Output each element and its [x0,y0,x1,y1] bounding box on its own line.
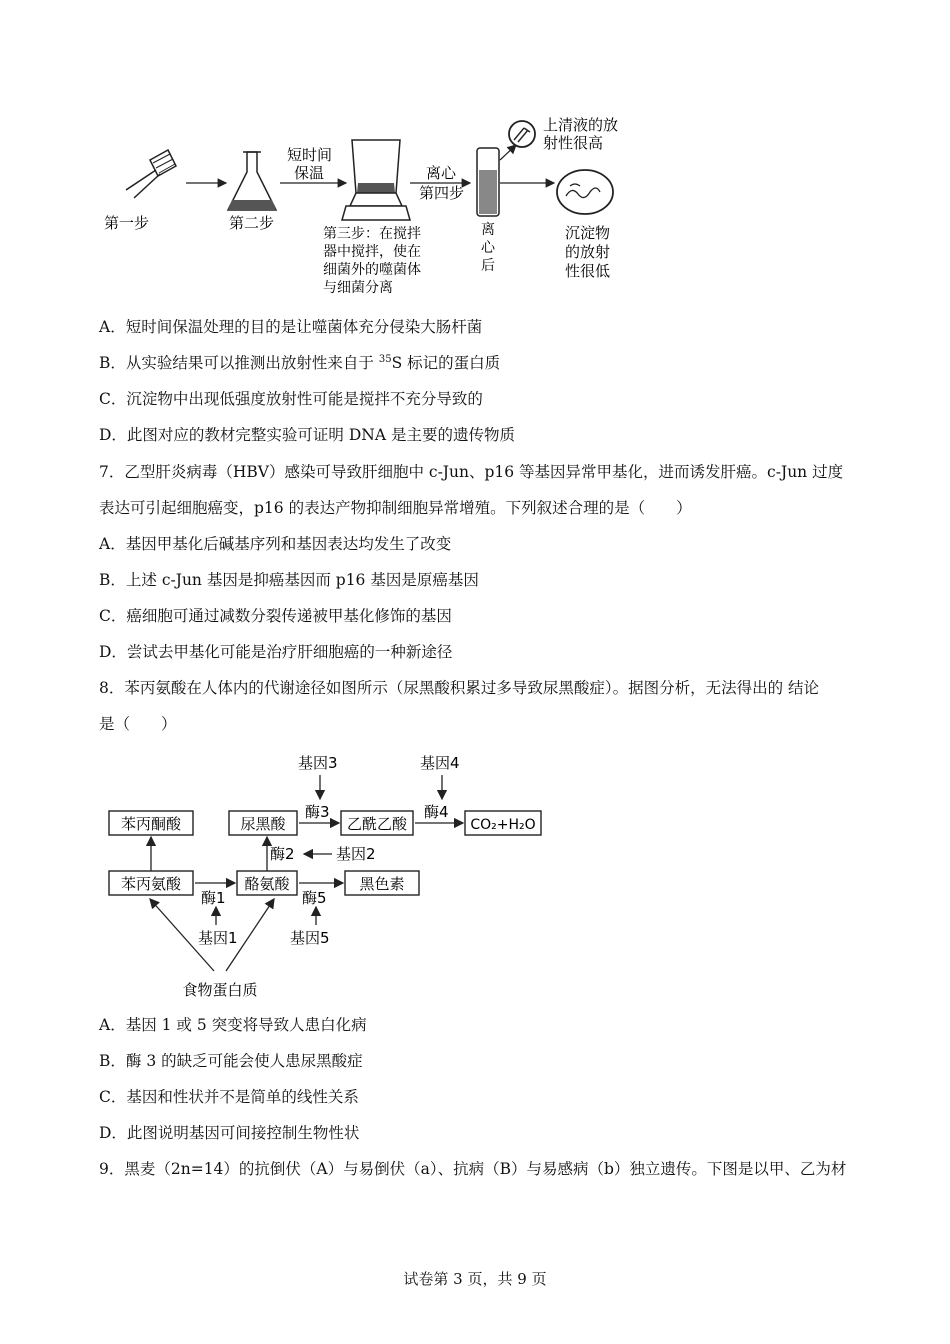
enzyme3-label: 酶3 [305,803,330,821]
after-centrifuge-2: 心 [481,240,495,256]
q6-option-b: B．从实验结果可以推测出放射性来自于 $^{35}$S 标记的蛋白质 [99,353,501,372]
metabolism-pathway-diagram [0,745,950,1025]
enzyme4-label: 酶4 [424,803,449,821]
step3-label-4: 与细菌分离 [323,280,393,296]
q6-option-c: C．沉淀物中出现低强度放射性可能是搅拌不充分导致的 [99,390,483,408]
q8-stem-line1: 8．苯丙氨酸在人体内的代谢途径如图所示（尿黑酸积累过多导致尿黑酸症）。据图分析，无法得出的 结论 [99,679,820,697]
phage-icon [126,150,176,198]
q7-stem-line2: 表达可引起细胞癌变，p16 的表达产物抑制细胞异常增殖。下列叙述合理的是（ ） [99,499,692,517]
gene2-label: 基因2 [336,845,376,863]
q8-option-c: C．基因和性状并不是简单的线性关系 [99,1088,359,1106]
q6-option-d: D．此图对应的教材完整实验可证明 DNA 是主要的遗传物质 [99,426,515,444]
step3-label-3: 细菌外的噬菌体 [323,262,421,278]
homogentisate-label: 尿黑酸 [240,815,286,833]
gene3-label: 基因3 [298,754,338,772]
gene1-label: 基因1 [198,929,238,947]
q7-stem-line1: 7．乙型肝炎病毒（HBV）感染可导致肝细胞中 c-Jun、p16 等基因异常甲基化，进而诱发肝癌。c-Jun 过度 [99,463,844,481]
supernatant-label-1: 上清液的放 [543,116,619,134]
acetoacetate-label: 乙酰乙酸 [346,815,408,833]
sediment-label-1: 沉淀物 [565,224,611,242]
flask-icon [228,152,276,210]
test-tube-icon [477,148,499,216]
step2-label: 第二步 [229,214,275,232]
phenylalanine-label: 苯丙氨酸 [120,875,182,893]
q7-option-a: A．基因甲基化后碱基序列和基因表达均发生了改变 [99,535,452,553]
step4-label: 第四步 [419,184,465,202]
gene5-label: 基因5 [290,929,330,947]
step3-label-1: 第三步：在搅拌 [323,226,421,242]
enzyme1-label: 酶1 [201,889,226,907]
enzyme5-label: 酶5 [302,889,327,907]
q9-stem-line1: 9．黑麦（2n=14）的抗倒伏（A）与易倒伏（a）、抗病（B）与易感病（b）独立遗传。下图是以甲、乙为材 [99,1160,847,1178]
supernatant-icon [509,121,535,147]
incubate-label-2: 保温 [294,164,325,182]
enzyme2-label: 酶2 [270,845,295,863]
q7-option-c: C．癌细胞可通过减数分裂传递被甲基化修饰的基因 [99,607,452,625]
incubate-label-1: 短时间 [287,146,333,164]
phage-experiment-diagram [0,0,950,300]
supernatant-label-2: 射性很高 [543,134,604,152]
step1-label: 第一步 [104,214,150,232]
after-centrifuge-3: 后 [481,258,495,274]
q8-option-d: D．此图说明基因可间接控制生物性状 [99,1124,360,1142]
q8-stem-line2: 是（ ） [99,715,177,733]
melanin-label: 黑色素 [359,875,405,893]
sediment-label-3: 性很低 [565,262,611,280]
q8-option-a: A．基因 1 或 5 突变将导致人患白化病 [99,1016,367,1034]
centrifuge-label: 离心 [426,164,457,182]
bacterium-icon [557,170,613,214]
q7-option-b: B．上述 c-Jun 基因是抑癌基因而 p16 基因是原癌基因 [99,571,479,589]
phenylpyruvate-label: 苯丙酮酸 [120,815,182,833]
after-centrifuge-1: 离 [481,222,495,238]
q7-option-d: D．尝试去甲基化可能是治疗肝细胞癌的一种新途径 [99,643,453,661]
q8-option-b: B．酶 3 的缺乏可能会使人患尿黑酸症 [99,1052,363,1070]
step3-label-2: 器中搅拌，使在 [323,244,421,260]
q6-option-a: A．短时间保温处理的目的是让噬菌体充分侵染大肠杆菌 [99,318,483,336]
sediment-label-2: 的放射 [565,243,611,261]
co2-h2o-label: CO₂+H₂O [470,817,536,833]
page-footer: 试卷第 3 页，共 9 页 [403,1270,547,1288]
food-protein-label: 食物蛋白质 [182,981,258,999]
tyrosine-label: 酪氨酸 [244,875,290,893]
blender-icon [342,140,410,220]
gene4-label: 基因4 [420,754,460,772]
